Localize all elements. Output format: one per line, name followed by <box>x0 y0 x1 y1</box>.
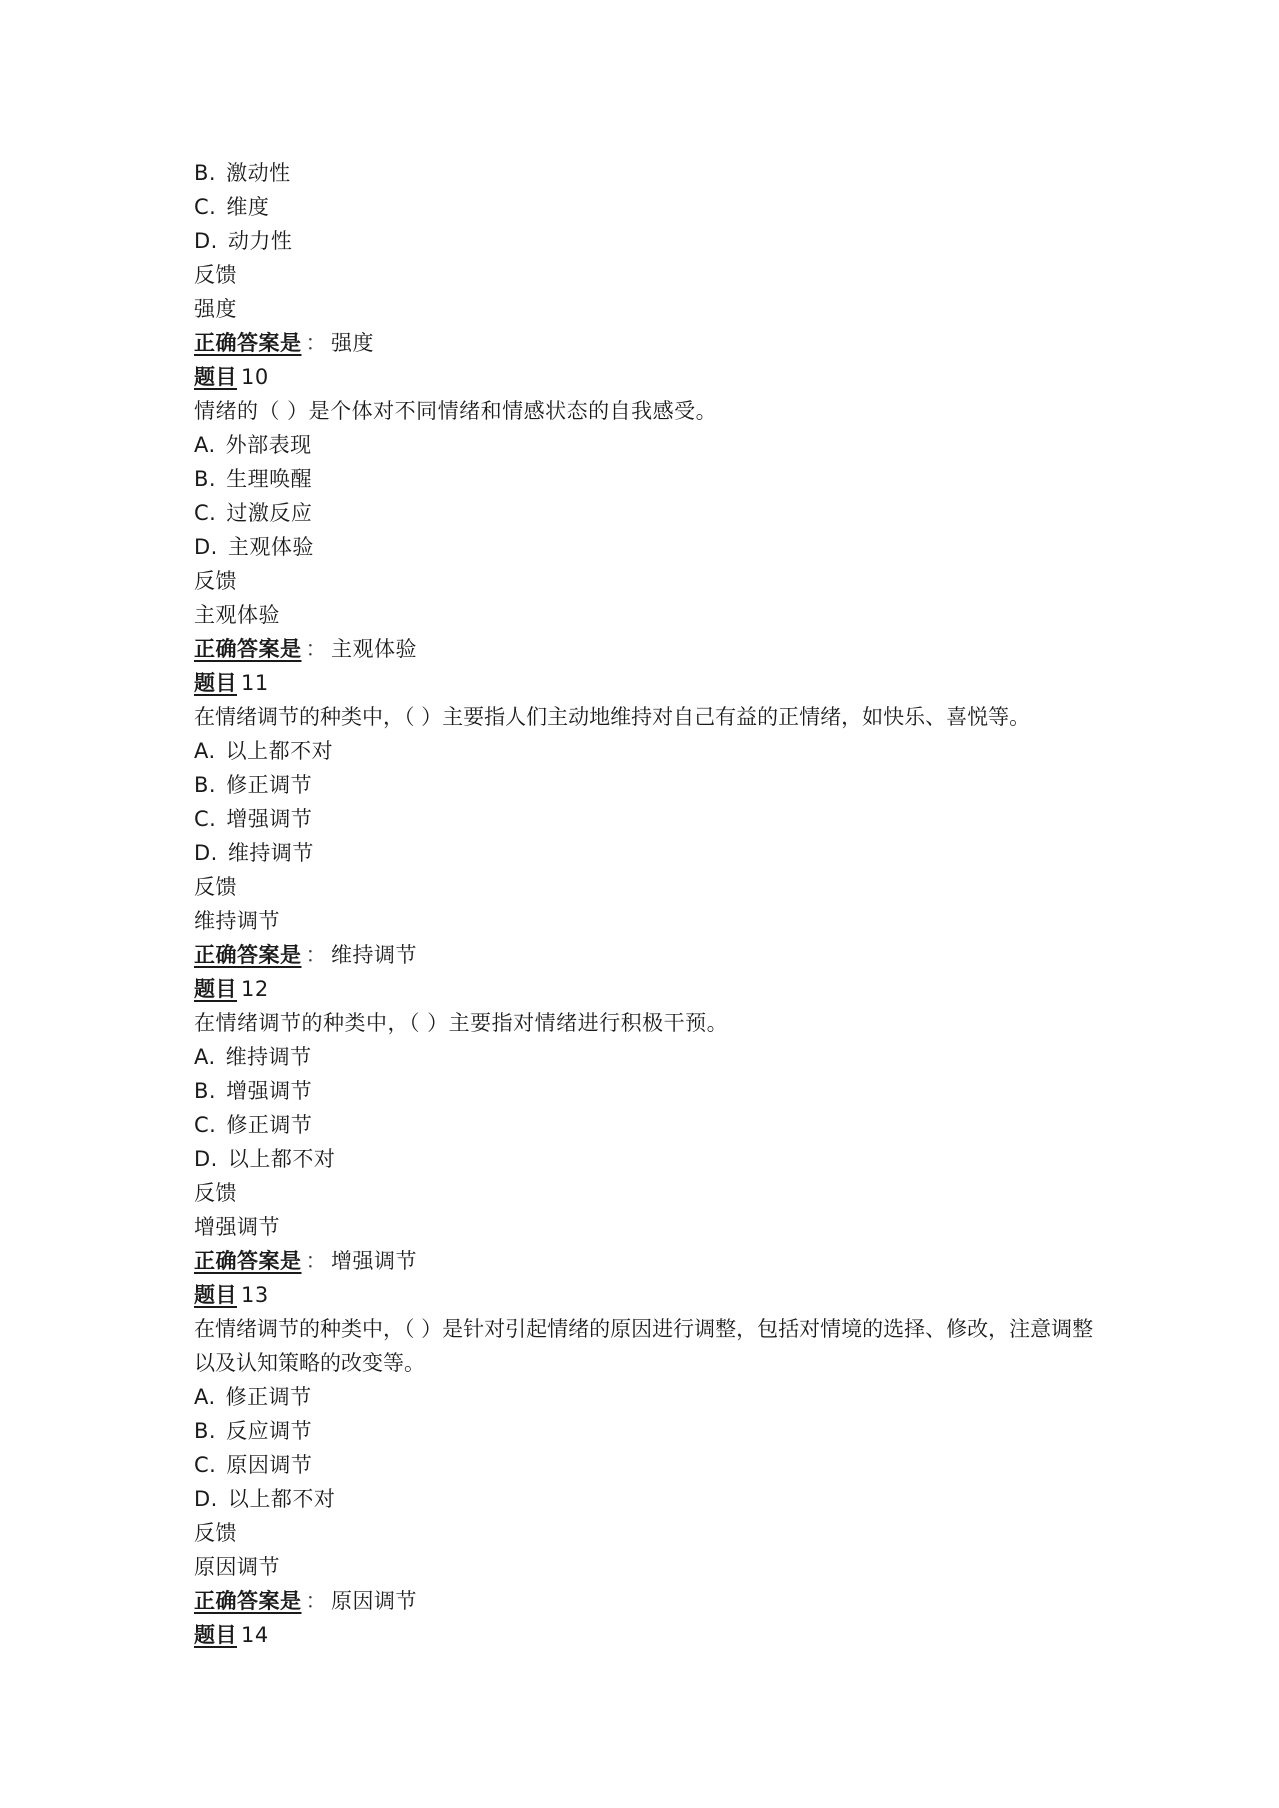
question-text: 在情绪调节的种类中，（ ）主要指人们主动地维持对自己有益的正情绪，如快乐、喜悦等。 <box>194 705 1031 729</box>
option-letter: A. <box>194 1385 216 1409</box>
option-b <box>194 156 1114 190</box>
question-number: 13 <box>241 1283 269 1307</box>
option-text: 主观体验 <box>227 535 314 559</box>
question-heading-label: 题目 <box>194 671 237 695</box>
question-heading-label: 题目 <box>194 977 237 1001</box>
correct-answer-label: 正确答案是 <box>194 1249 302 1273</box>
option-letter: B. <box>194 1419 217 1443</box>
question-heading-label: 题目 <box>194 1623 237 1647</box>
answer-separator: ： <box>305 637 327 661</box>
option-letter: B. <box>194 1079 217 1103</box>
question-11 <box>194 666 1114 972</box>
option-c <box>194 496 1114 530</box>
option-letter: A. <box>194 1045 216 1069</box>
answer-separator: ： <box>305 1589 327 1613</box>
question-12 <box>194 972 1114 1278</box>
question-number: 10 <box>241 365 269 389</box>
question-text: 在情绪调节的种类中，（ ）主要指对情绪进行积极干预。 <box>194 1011 729 1035</box>
option-c <box>194 1108 1114 1142</box>
option-text: 动力性 <box>227 229 293 253</box>
question-heading-label: 题目 <box>194 365 237 389</box>
document-page <box>194 156 1114 1652</box>
option-text: 以上都不对 <box>227 1487 336 1511</box>
option-letter: C. <box>194 195 217 219</box>
option-a <box>194 1040 1114 1074</box>
option-d <box>194 530 1114 564</box>
option-text: 以上都不对 <box>227 1147 336 1171</box>
feedback-text: 增强调节 <box>194 1215 280 1239</box>
correct-answer-label: 正确答案是 <box>194 943 302 967</box>
correct-answer <box>194 632 1114 666</box>
feedback-label: 反馈 <box>194 263 237 287</box>
correct-answer-label: 正确答案是 <box>194 331 302 355</box>
correct-answer-text: 主观体验 <box>331 637 417 661</box>
option-text: 维度 <box>226 195 270 219</box>
feedback-text: 主观体验 <box>194 603 280 627</box>
feedback-text: 原因调节 <box>194 1555 280 1579</box>
option-b <box>194 462 1114 496</box>
option-d <box>194 224 1114 258</box>
feedback-label: 反馈 <box>194 569 237 593</box>
option-b <box>194 768 1114 802</box>
feedback-label: 反馈 <box>194 875 237 899</box>
correct-answer-text: 原因调节 <box>331 1589 417 1613</box>
question-heading <box>194 972 1114 1006</box>
option-c <box>194 802 1114 836</box>
question-13 <box>194 1278 1114 1618</box>
feedback-label: 反馈 <box>194 1181 237 1205</box>
option-d <box>194 1142 1114 1176</box>
option-letter: B. <box>194 467 217 491</box>
correct-answer-label: 正确答案是 <box>194 637 302 661</box>
option-b <box>194 1074 1114 1108</box>
option-a <box>194 734 1114 768</box>
option-letter: B. <box>194 161 217 185</box>
question-number: 14 <box>241 1623 269 1647</box>
option-text: 修正调节 <box>226 1113 313 1137</box>
question-number: 11 <box>241 671 269 695</box>
option-text: 反应调节 <box>226 1419 313 1443</box>
correct-answer-text: 增强调节 <box>331 1249 417 1273</box>
option-letter: C. <box>194 501 217 525</box>
option-text: 过激反应 <box>226 501 313 525</box>
option-d <box>194 1482 1114 1516</box>
option-d <box>194 836 1114 870</box>
option-c <box>194 190 1114 224</box>
option-text: 激动性 <box>226 161 291 185</box>
option-a <box>194 1380 1114 1414</box>
correct-answer-text: 维持调节 <box>331 943 417 967</box>
question-text: 在情绪调节的种类中，（ ）是针对引起情绪的原因进行调整，包括对情境的选择、修改，注意调整以及认知策略的改变等。 <box>194 1317 1094 1375</box>
option-a <box>194 428 1114 462</box>
question-14 <box>194 1618 1114 1652</box>
correct-answer <box>194 326 1114 360</box>
correct-answer-label: 正确答案是 <box>194 1589 302 1613</box>
option-text: 增强调节 <box>226 807 313 831</box>
option-text: 生理唤醒 <box>226 467 313 491</box>
correct-answer-text: 强度 <box>331 331 374 355</box>
answer-separator: ： <box>305 1249 327 1273</box>
option-letter: D. <box>194 535 218 559</box>
question-heading <box>194 360 1114 394</box>
option-text: 修正调节 <box>225 1385 312 1409</box>
question-heading <box>194 1278 1114 1312</box>
question-number: 12 <box>241 977 269 1001</box>
option-text: 维持调节 <box>225 1045 312 1069</box>
option-letter: C. <box>194 1453 217 1477</box>
question-heading-label: 题目 <box>194 1283 237 1307</box>
option-letter: D. <box>194 1487 218 1511</box>
option-letter: A. <box>194 433 216 457</box>
correct-answer <box>194 1244 1114 1278</box>
feedback-text: 维持调节 <box>194 909 280 933</box>
question-9-tail <box>194 156 1114 360</box>
correct-answer <box>194 1584 1114 1618</box>
option-text: 原因调节 <box>226 1453 313 1477</box>
option-letter: D. <box>194 841 218 865</box>
option-text: 以上都不对 <box>225 739 334 763</box>
option-letter: C. <box>194 1113 217 1137</box>
feedback-text: 强度 <box>194 297 237 321</box>
option-letter: B. <box>194 773 217 797</box>
correct-answer <box>194 938 1114 972</box>
option-b <box>194 1414 1114 1448</box>
option-text: 维持调节 <box>227 841 314 865</box>
option-letter: D. <box>194 1147 218 1171</box>
option-text: 修正调节 <box>226 773 313 797</box>
option-letter: D. <box>194 229 218 253</box>
question-10 <box>194 360 1114 666</box>
option-c <box>194 1448 1114 1482</box>
question-text: 情绪的（ ）是个体对不同情绪和情感状态的自我感受。 <box>194 399 718 423</box>
option-text: 外部表现 <box>225 433 312 457</box>
option-letter: A. <box>194 739 216 763</box>
option-letter: C. <box>194 807 217 831</box>
question-heading <box>194 1618 1114 1652</box>
answer-separator: ： <box>305 331 327 355</box>
option-text: 增强调节 <box>226 1079 313 1103</box>
feedback-label: 反馈 <box>194 1521 237 1545</box>
question-heading <box>194 666 1114 700</box>
answer-separator: ： <box>305 943 327 967</box>
